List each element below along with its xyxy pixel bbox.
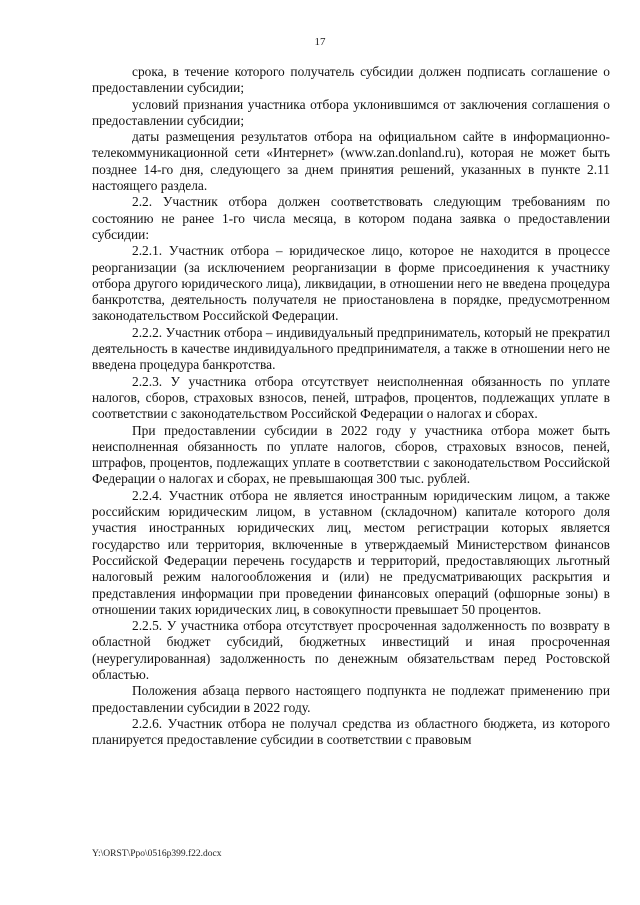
paragraph-2022-tax-exception: При предоставлении субсидии в 2022 году у участника отбора может быть неисполненная обязанность по уплате налогов, сборов, страховых взносов, пеней, штрафов, процентов, подлежащих уплате в соответствии с законодательством Российской Федерации о налогах и сборах, не превышающая 300 тыс. рублей. <box>92 422 610 487</box>
footer-file-path: Y:\ORST\Ppo\0516p399.f22.docx <box>92 849 222 859</box>
paragraph-evasion-conditions: условий признания участника отбора уклонившимся от заключения соглашения о предоставлении субсидии; <box>92 96 610 128</box>
paragraph-2022-debt-exception: Положения абзаца первого настоящего подпункта не подлежат применению при предоставлении субсидии в 2022 году. <box>92 683 610 715</box>
paragraph-publication-date: даты размещения результатов отбора на официальном сайте в информационно-телекоммуникационной сети «Интернет» (www.zan.donland.ru), которая не может быть позднее 14-го дня, следующего за днем принятия решений, указанных в пункте 2.11 настоящего раздела. <box>92 129 610 194</box>
paragraph-2-2-3: 2.2.3. У участника отбора отсутствует неисполненная обязанность по уплате налогов, сборов, страховых взносов, пеней, штрафов, процентов, подлежащих уплате в соответствии с законодательством Российской Федерации о налогах и сборах. <box>92 373 610 422</box>
paragraph-2-2-2: 2.2.2. Участник отбора – индивидуальный предприниматель, который не прекратил деятельность в качестве индивидуального предпринимателя, а также в отношении него не введена процедура банкротства. <box>92 324 610 373</box>
paragraph-2-2-6: 2.2.6. Участник отбора не получал средства из областного бюджета, из которого планируется предоставление субсидии в соответствии с правовым <box>92 715 610 748</box>
paragraph-2-2: 2.2. Участник отбора должен соответствовать следующим требованиям по состоянию не ранее 1-го числа месяца, в котором подана заявка о предоставлении субсидии: <box>92 194 610 242</box>
paragraph-2-2-4: 2.2.4. Участник отбора не является иностранным юридическим лицом, а также российским юридическим лицом, в уставном (складочном) капитале которого доля участия иностранных юридических лиц, местом регистрации которых является государство или территория, включенные в утверждаемый Министерством финансов Российской Федерации перечень государств и территорий, предоставляющих льготный налоговый режим налогообложения и (или) не предусматривающих раскрытия и представления информации при проведении финансовых операций (офшорные зоны) в отношении таких юридических лиц, в совокупности превышает 50 процентов. <box>92 487 610 617</box>
page-number: 17 <box>314 36 326 48</box>
paragraph-agreement-deadline: срока, в течение которого получатель субсидии должен подписать соглашение о предоставлении субсидии; <box>92 64 610 96</box>
document-body <box>92 64 610 748</box>
paragraph-2-2-5: 2.2.5. У участника отбора отсутствует просроченная задолженность по возврату в областной бюджет субсидий, бюджетных инвестиций и иная просроченная (неурегулированная) задолженность по денежным обязательствам перед Ростовской областью. <box>92 618 610 682</box>
paragraph-2-2-1: 2.2.1. Участник отбора – юридическое лицо, которое не находится в процессе реорганизации (за исключением реорганизации в форме присоединения к участнику отбора другого юридического лица), ликвидации, в отношении него не введена процедура банкротства, деятельность получателя не приостановлена в порядке, предусмотренном законодательством Российской Федерации. <box>92 243 610 324</box>
